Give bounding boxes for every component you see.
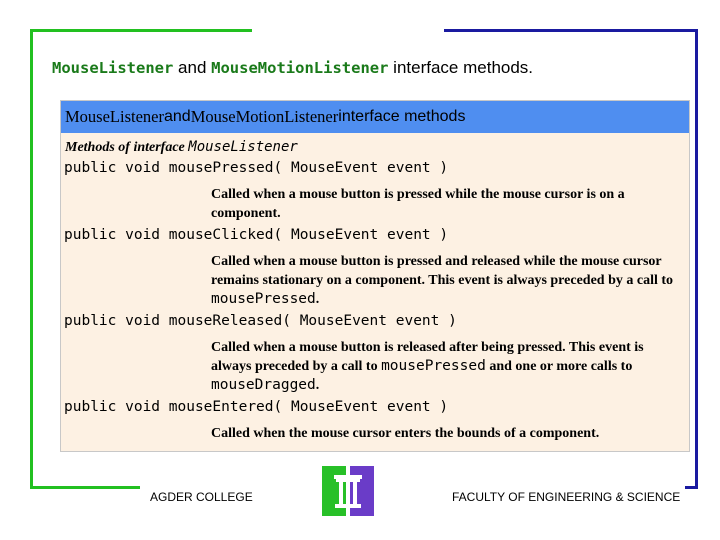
header-part-3: MouseMotionListener bbox=[190, 107, 339, 126]
method-description bbox=[211, 338, 679, 395]
title-code-mousemotionlistener: MouseMotionListener bbox=[211, 59, 389, 77]
method-description bbox=[211, 424, 679, 443]
section-interface-name: MouseListener bbox=[188, 139, 298, 155]
section-heading bbox=[65, 139, 689, 156]
method-description-tail: . bbox=[315, 378, 320, 393]
method-description-text: Called when a mouse button is pressed while the mouse cursor is on a component. bbox=[211, 187, 625, 221]
method-description-text: Called when a mouse button is pressed and released while the mouse cursor remains stationary on a component. This event is always preceded by a call to bbox=[211, 254, 674, 288]
title-code-mouselistener: MouseListener bbox=[52, 59, 174, 77]
header-part-1: MouseListener bbox=[65, 107, 164, 126]
method-description-text: Called when the mouse cursor enters the bounds of a component. bbox=[211, 426, 600, 441]
method-signature: public void mousePressed( MouseEvent event ) bbox=[64, 160, 449, 176]
frame-green-left bbox=[30, 29, 33, 488]
method-description-mid: and one or more calls to bbox=[485, 359, 633, 374]
frame-blue-top bbox=[444, 29, 698, 32]
frame-blue-right bbox=[695, 29, 698, 488]
college-logo-icon bbox=[322, 466, 374, 516]
method-signature: public void mouseClicked( MouseEvent event ) bbox=[64, 227, 449, 243]
method-description bbox=[211, 252, 679, 309]
section-prefix: Methods of interface bbox=[65, 140, 189, 155]
method-code-ref-2: mouseDragged bbox=[211, 377, 316, 393]
title-text-suffix: interface methods. bbox=[388, 58, 534, 77]
method-description-tail: . bbox=[315, 292, 320, 307]
method-code-ref: mousePressed bbox=[381, 358, 486, 374]
footer-college-name: AGDER COLLEGE bbox=[150, 490, 253, 504]
methods-table bbox=[60, 100, 690, 452]
method-signature: public void mouseReleased( MouseEvent event ) bbox=[64, 313, 457, 329]
footer-faculty-name: FACULTY OF ENGINEERING & SCIENCE bbox=[452, 490, 681, 504]
method-description bbox=[211, 185, 679, 223]
table-header bbox=[61, 101, 689, 133]
method-signature: public void mouseEntered( MouseEvent event ) bbox=[64, 399, 449, 415]
header-part-2: and bbox=[163, 108, 191, 125]
frame-blue-bottom bbox=[685, 486, 698, 489]
slide-title bbox=[52, 58, 533, 78]
frame-green-bottom bbox=[30, 486, 140, 489]
method-code-ref: mousePressed bbox=[211, 291, 316, 307]
title-text-and: and bbox=[173, 58, 212, 77]
frame-green-top bbox=[30, 29, 252, 32]
method-description-text: Called when a mouse button is released after being pressed. This event is always preceded by a call to bbox=[211, 340, 644, 374]
header-part-4: interface methods bbox=[338, 108, 466, 125]
